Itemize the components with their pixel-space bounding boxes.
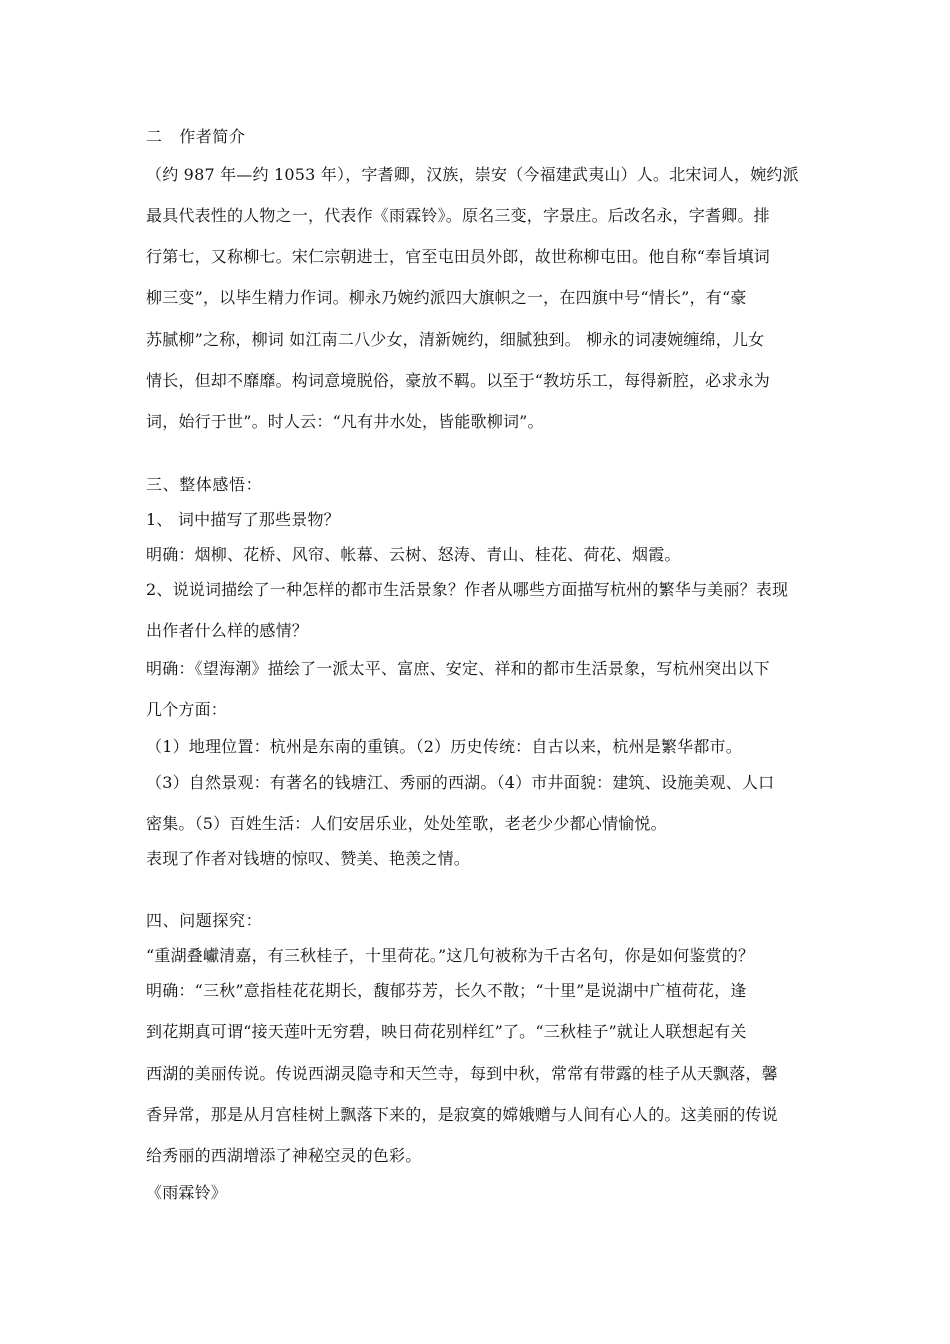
paragraph-line: 行第七，又称柳七。宋仁宗朝进士，官至屯田员外郎，故世称柳屯田。他自称“奉旨填词 bbox=[146, 247, 770, 266]
paragraph-line: （约 987 年—约 1053 年），字耆卿，汉族，崇安（今福建武夷山）人。北宋词人，婉约派 bbox=[146, 165, 799, 184]
answer-line: 给秀丽的西湖增添了神秘空灵的色彩。 bbox=[146, 1146, 422, 1165]
paragraph-line: 苏腻柳”之称，柳词 如江南二八少女，清新婉约，细腻独到。 柳永的词凄婉缠绵，儿女 bbox=[146, 330, 765, 349]
answer-line: 几个方面： bbox=[146, 700, 228, 719]
answer-line: 表现了作者对钱塘的惊叹、赞美、艳羡之情。 bbox=[146, 849, 471, 868]
section-heading-author-intro: 二 作者简介 bbox=[146, 127, 246, 146]
paragraph-line: 最具代表性的人物之一，代表作《雨霖铃》。原名三变，字景庄。后改名永，字耆卿。排 bbox=[146, 206, 770, 225]
paragraph-line: 情长，但却不靡靡。构词意境脱俗，豪放不羁。以至于“教坊乐工，每得新腔，必求永为 bbox=[146, 371, 770, 390]
answer-line: （1）地理位置：杭州是东南的重镇。（2）历史传统：自古以来，杭州是繁华都市。 bbox=[146, 737, 742, 756]
answer-line: 西湖的美丽传说。传说西湖灵隐寺和天竺寺，每到中秋，常常有带露的桂子从天飘落，馨 bbox=[146, 1064, 778, 1083]
question-line: 1、 词中描写了那些景物？ bbox=[146, 510, 340, 529]
paragraph-line: 柳三变”，以毕生精力作词。柳永乃婉约派四大旗帜之一，在四旗中号“情长”，有“豪 bbox=[146, 288, 747, 307]
next-title-line: 《雨霖铃》 bbox=[146, 1183, 228, 1202]
section-heading-exploration: 四、问题探究： bbox=[146, 911, 263, 930]
answer-line: （3）自然景观：有著名的钱塘江、秀丽的西湖。（4）市井面貌：建筑、设施美观、人口 bbox=[146, 773, 775, 792]
answer-line: 明确：《望海潮》描绘了一派太平、富庶、安定、祥和的都市生活景象，写杭州突出以下 bbox=[146, 659, 770, 678]
question-line: “重湖叠巘清嘉，有三秋桂子，十里荷花。”这几句被称为千古名句，你是如何鉴赏的？ bbox=[146, 946, 755, 965]
question-line: 出作者什么样的感情？ bbox=[146, 621, 309, 640]
section-heading-overall: 三、整体感悟： bbox=[146, 475, 263, 494]
answer-line: 到花期真可谓“接天莲叶无穷碧，映日荷花别样红”了。“三秋桂子”就让人联想起有关 bbox=[146, 1022, 747, 1041]
answer-line: 密集。（5）百姓生活：人们安居乐业，处处笙歌，老老少少都心情愉悦。 bbox=[146, 814, 667, 833]
answer-line: 明确：“三秋”意指桂花花期长，馥郁芬芳，长久不散；“十里”是说湖中广植荷花，逢 bbox=[146, 981, 747, 1000]
paragraph-line: 词，始行于世”。时人云：“凡有井水处，皆能歌柳词”。 bbox=[146, 412, 544, 431]
answer-line: 香异常，那是从月宫桂树上飘落下来的，是寂寞的嫦娥赠与人间有心人的。这美丽的传说 bbox=[146, 1105, 778, 1124]
answer-line: 明确：烟柳、花桥、风帘、帐幕、云树、怒涛、青山、桂花、荷花、烟霞。 bbox=[146, 545, 681, 564]
question-line: 2、说说词描绘了一种怎样的都市生活景象？作者从哪些方面描写杭州的繁华与美丽？表现 bbox=[146, 580, 789, 599]
